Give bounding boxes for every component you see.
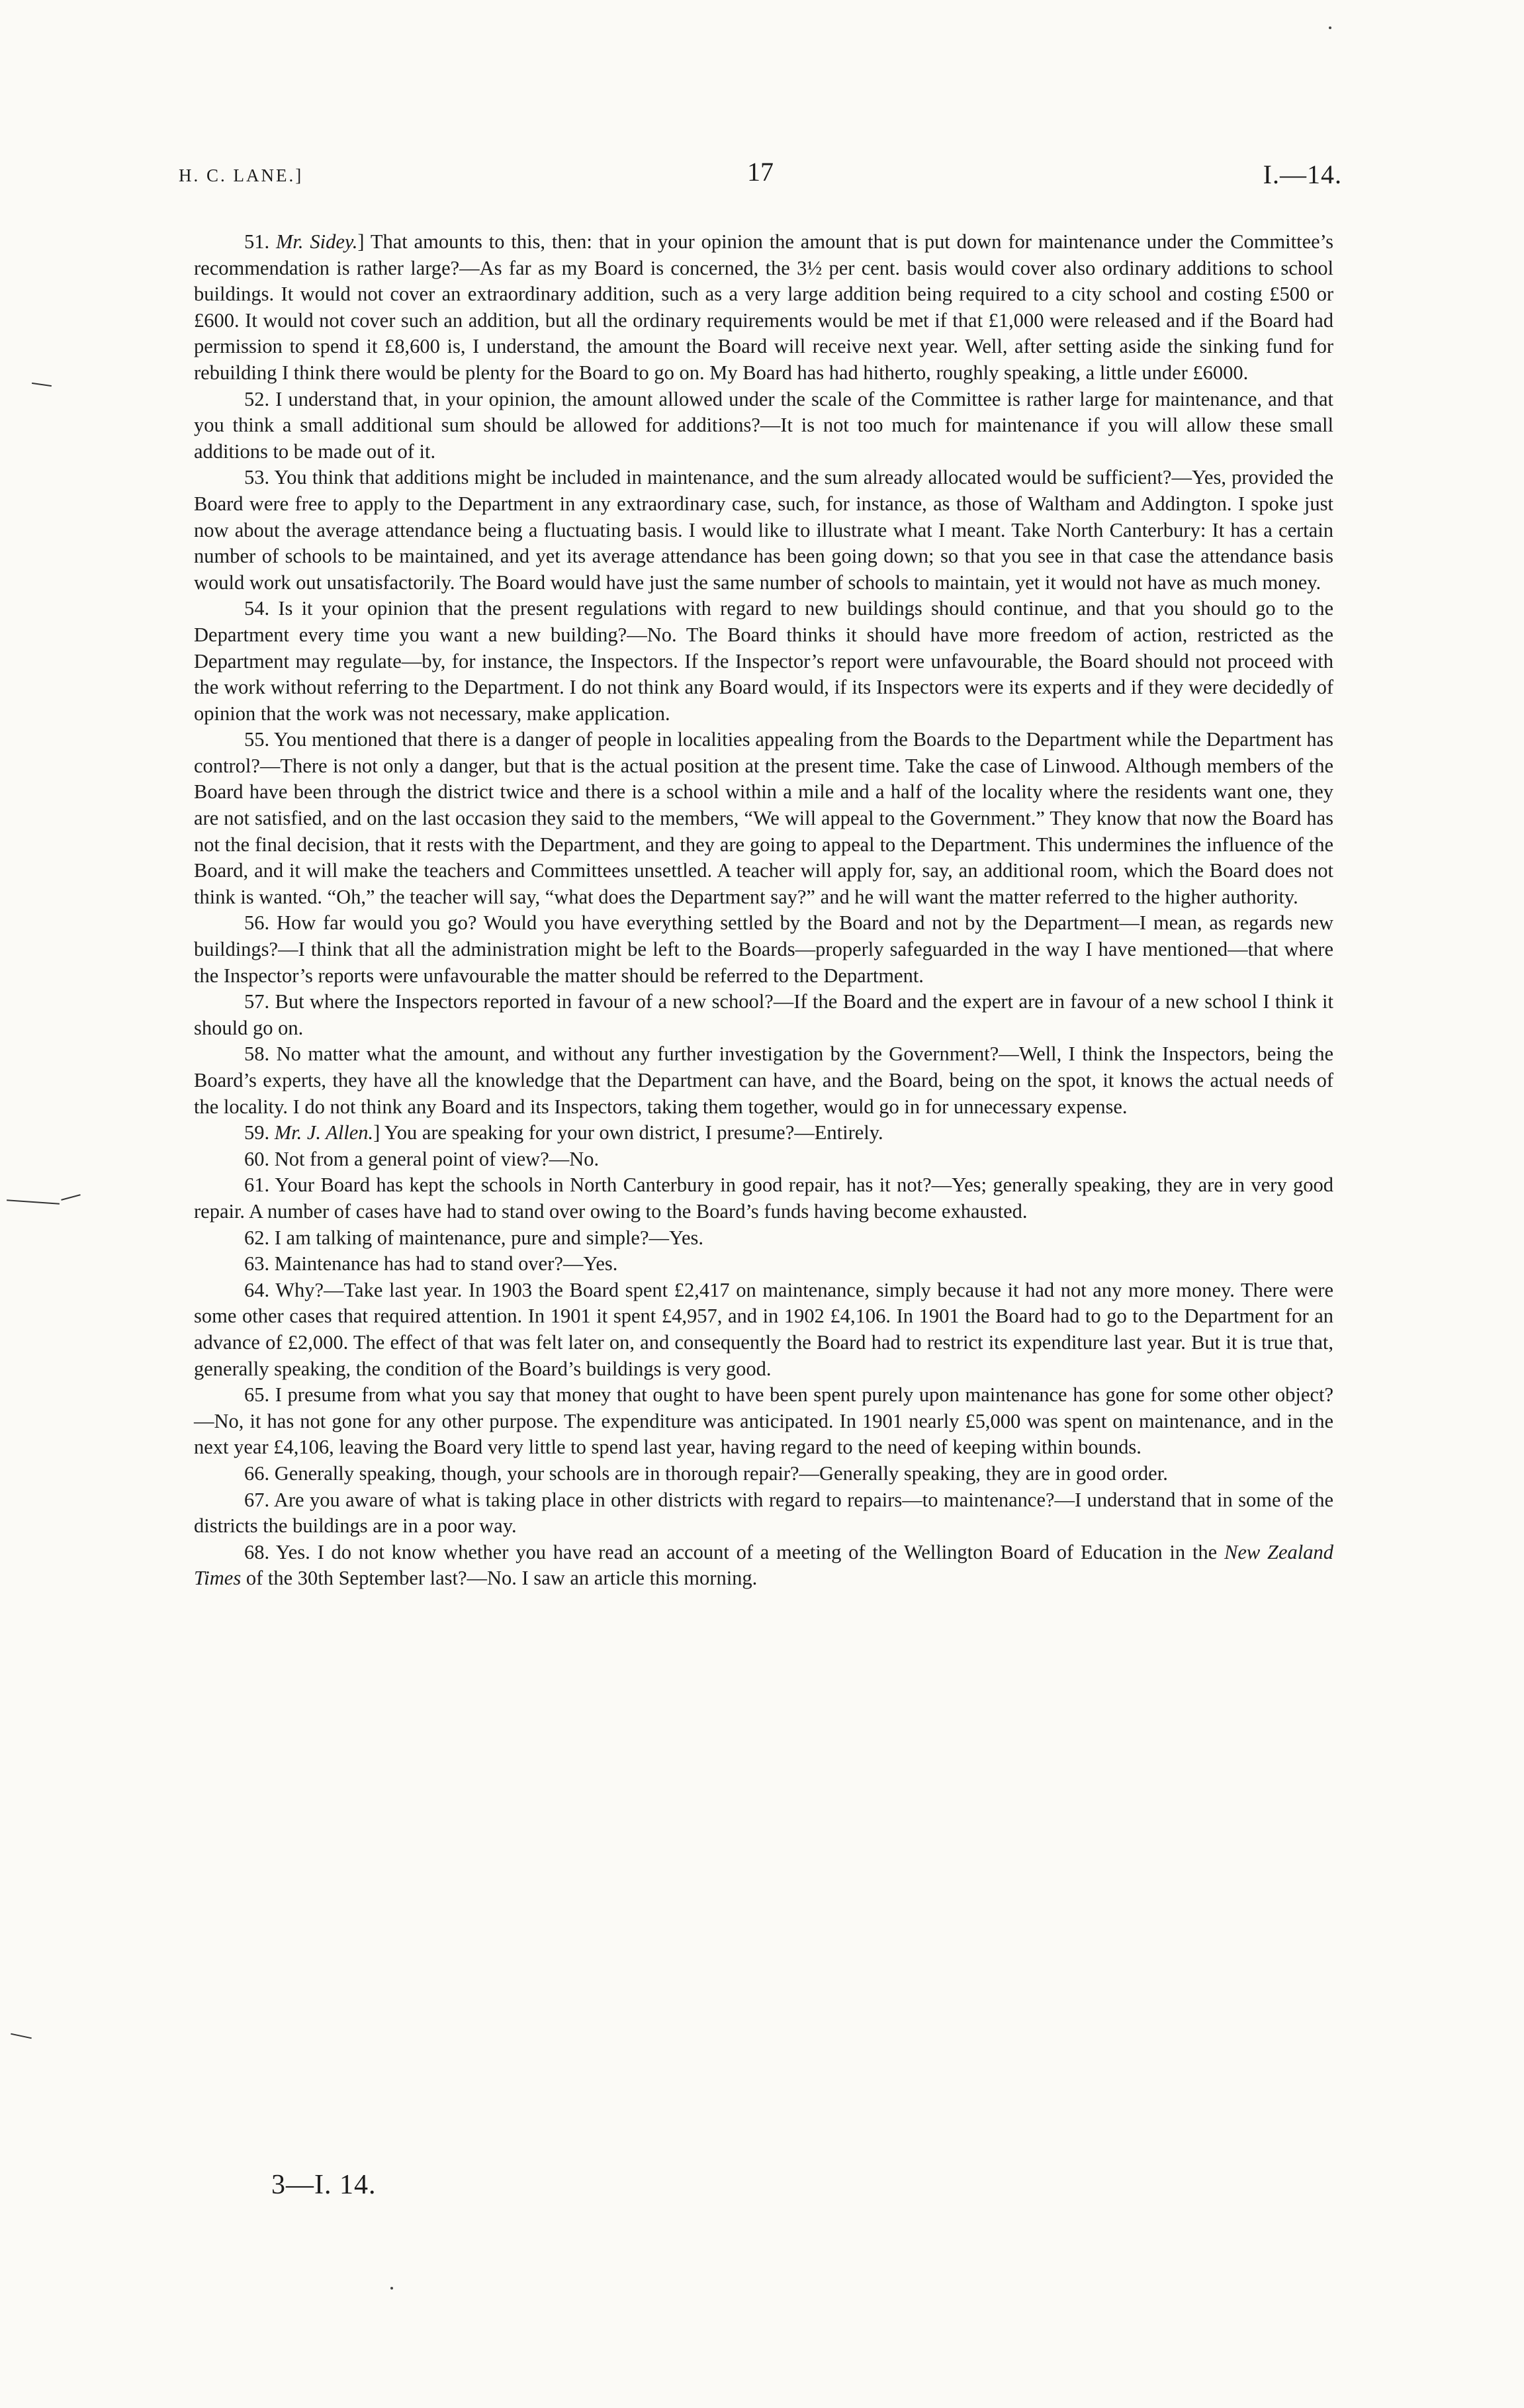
paragraph-text: Why?—Take last year. In 1903 the Board spent £2,417 on maintenance, simply because it had not any more money. There were some other cases that required attention. In 1901 it spent £4,957, and in 1902 £4,106. In 1901 the Board had to go to the Department for an advance of £2,000. The effect of that was felt later on, and consequently the Board had to restrict its expenditure last year. But it is true that, generally speaking, the condition of the Board’s buildings is very good. [194,1278,1333,1380]
paragraph-53 [194,465,1333,596]
paragraph-59: 59. Mr. J. Allen.] You are speaking for your own district, I presume?—Entirely. [244,1121,883,1144]
margin-mark [7,1199,60,1205]
page-number: 17 [747,157,774,187]
paragraph-text: That amounts to this, then: that in your opinion the amount that is put down for maintenance under the Committee’s recommendation is rather large?—As far as my Board is concerned, the 3½ per cent. basis would cover also ordinary additions to school buildings. It would not cover an extraordinary addition, such as a very large addition being required to a city school and costing £500 or £600. It would not cover such an addition, but all the ordinary requirements would be met if that £1,000 were released and if the Board had permission to spend it £8,600 is, I understand, the amount the Board will receive next year. Well, after setting aside the sinking fund for rebuilding I think there would be plenty for the Board to go on. My Board has had hitherto, roughly speaking, a little under £6000. [194,230,1334,384]
paragraph-text: No matter what the amount, and without any further investigation by the Government?—Well, I think the Inspectors, being the Board’s experts, they have all the knowledge that the Department can have, and the Board, being on the spot, it knows the actual needs of the locality. I do not think any Board and its Inspectors, taking them together, would go in for unnecessary expense. [194,1042,1334,1118]
paragraph-66 [194,1461,1333,1487]
question-number: 59. [244,1121,270,1144]
paragraph-64 [194,1277,1333,1382]
paragraph-text: I understand that, in your opinion, the amount allowed under the scale of the Committee is rather large for maintenance, and that you think a small additional sum should be allowed for additions?—It is not too much for maintenance if you will allow these small additions to be made out of it. [194,387,1333,463]
margin-mark [61,1194,80,1201]
speaker-name: Mr. J. Allen. [274,1121,374,1144]
paragraph-67 [194,1487,1333,1540]
question-number: 51. [244,230,270,253]
paragraph-text: Are you aware of what is taking place in other districts with regard to repairs—to maintenance?—I understand that in some of the districts the buildings are in a poor way. [194,1488,1333,1538]
paragraph-text: You think that additions might be included in maintenance, and the sum already allocated would be sufficient?—Yes, provided the Board were free to apply to the Department in any extraordinary case, such, for instance, as those of Waltham and Addington. I spoke just now about the average attendance being a fluctuating basis. I would like to illustrate what I meant. Take North Canterbury: It has a certain number of schools to be maintained, and yet its average attendance has been going down; so that you see in that case the attendance basis would work out unsatisfactorily. The Board would have just the same number of schools to maintain, yet it would not have as much money. [194,466,1334,594]
paragraph-57 [194,989,1333,1041]
paragraph-text: Yes. I do not know whether you have read an account of a meeting of the Wellington Board of Education in the [275,1540,1224,1563]
paragraph-58 [194,1041,1333,1120]
paragraph-55 [194,727,1333,910]
paragraph-62 [194,1225,1333,1252]
question-number: 57. [244,990,270,1013]
running-head-left: H. C. LANE.] [179,165,304,185]
question-number: 64. [244,1278,270,1301]
question-number: 60. [244,1147,270,1170]
paragraph-52 [194,387,1333,465]
question-number: 55. [244,728,270,751]
paragraph-text: Not from a general point of view?—No. [274,1147,600,1170]
question-number: 53. [244,466,270,489]
paragraph-text: Your Board has kept the schools in North Canterbury in good repair, has it not?—Yes; generally speaking, they are in very good repair. A number of cases have had to stand over owing to the Board’s funds having become exhausted. [194,1174,1333,1223]
question-number: 68. [244,1540,270,1563]
paragraph-text: Generally speaking, though, your schools are in thorough repair?—Generally speaking, they are in good order. [274,1461,1168,1485]
question-number: 52. [244,387,270,410]
paragraph-61 [194,1172,1333,1225]
paragraph-text: You are speaking for your own district, I presume?—Entirely. [384,1121,883,1144]
question-number: 65. [244,1383,270,1407]
document-reference: I.—14. [1263,160,1342,189]
page-header [179,156,1342,196]
paragraph-51: 51. Mr. Sidey.] That amounts to this, then: that in your opinion the amount that is put down for maintenance under the Committee’s recommendation is rather large?—As far as my Board is concerned, the 3½ per cent. basis would cover also ordinary additions to school buildings. It would not cover an extraordinary addition, such as a very large addition being required to a city school and costing £500 or £600. It would not cover such an addition, but all the ordinary requirements would be met if that £1,000 were released and if the Board had permission to spend it £8,600 is, I understand, the amount the Board will receive next year. Well, after setting aside the sinking fund for rebuilding I think there would be plenty for the Board to go on. My Board has had hitherto, roughly speaking, a little under £6000. [194,230,1334,384]
question-number: 54. [244,597,270,620]
paragraph-63 [194,1251,1333,1277]
paragraph-text: You mentioned that there is a danger of people in localities appealing from the Boards to the Department while the Department has control?—There is not only a danger, but that is the actual position at the present time. Take the case of Linwood. Although members of the Board have been through the district twice and there is a school within a mile and a half of the locality where the residents want one, they are not satisfied, and on the last occasion they said to the members, “We will appeal to the Government.” They know that now the Board has not the final decision, that it rests with the Department, and they are going to appeal to the Department. This undermines the influence of the Board, and it will make the teachers and Committees unsettled. A teacher will apply for, say, an additional room, which the Board does not think is wanted. “Oh,” the teacher will say, “what does the Department say?” and he will want the matter referred to the higher authority. [194,728,1333,908]
speck [390,2287,393,2290]
question-number: 61. [244,1174,270,1197]
paragraph-65 [194,1382,1333,1461]
paragraph-56 [194,910,1333,989]
margin-mark [32,383,52,387]
paragraph-text: Is it your opinion that the present regulations with regard to new buildings should continue, and that you should go to the Department every time you want a new building?—No. The Board thinks it should have more freedom of action, restricted as the Department may regulate—by, for instance, the Inspectors. If the Inspector’s report were unfavourable, the Board should not proceed with the work without referring to the Department. I do not think any Board would, if its Inspectors were its experts and if they were decidedly of opinion that the work was not necessary, make application. [194,597,1333,725]
paragraph-text: I presume from what you say that money that ought to have been spent purely upon maintenance has gone for some other object?—No, it has not gone for any other purpose. The expenditure was anticipated. In 1901 nearly £5,000 was spent on maintenance, and in the next year £4,106, leaving the Board very little to spend last year, having regard to the need of keeping within bounds. [194,1383,1333,1459]
speck [1329,26,1331,29]
paragraph-text: How far would you go? Would you have everything settled by the Board and not by the Department—I mean, as regards new buildings?—I think that all the administration might be left to the Boards—properly safeguarded in the way I have mentioned—that where the Inspector’s reports were unfavourable the matter should be referred to the Department. [194,911,1333,987]
question-number: 58. [244,1042,270,1066]
paragraph-text: Maintenance has had to stand over?—Yes. [274,1252,618,1275]
question-number: 67. [244,1488,270,1511]
newspaper-title: New Zealand Times [194,1540,1333,1590]
paragraph-54 [194,596,1333,727]
question-number: 56. [244,911,270,935]
paragraph-text: But where the Inspectors reported in favour of a new school?—If the Board and the expert are in favour of a new school I think it should go on. [194,990,1333,1039]
question-number: 66. [244,1461,270,1485]
margin-mark [11,2033,32,2039]
paragraph-text: I am talking of maintenance, pure and simple?—Yes. [274,1226,703,1249]
question-number: 62. [244,1226,270,1249]
question-number: 63. [244,1252,270,1275]
paragraph-text-continued: of the 30th September last?—No. I saw an article this morning. [241,1567,758,1590]
paragraph-68 [194,1540,1333,1592]
page-body [194,229,1333,1592]
signature-mark: 3—I. 14. [271,2170,377,2200]
speaker-name: Mr. Sidey. [275,230,358,253]
paragraph-60 [194,1146,1333,1173]
